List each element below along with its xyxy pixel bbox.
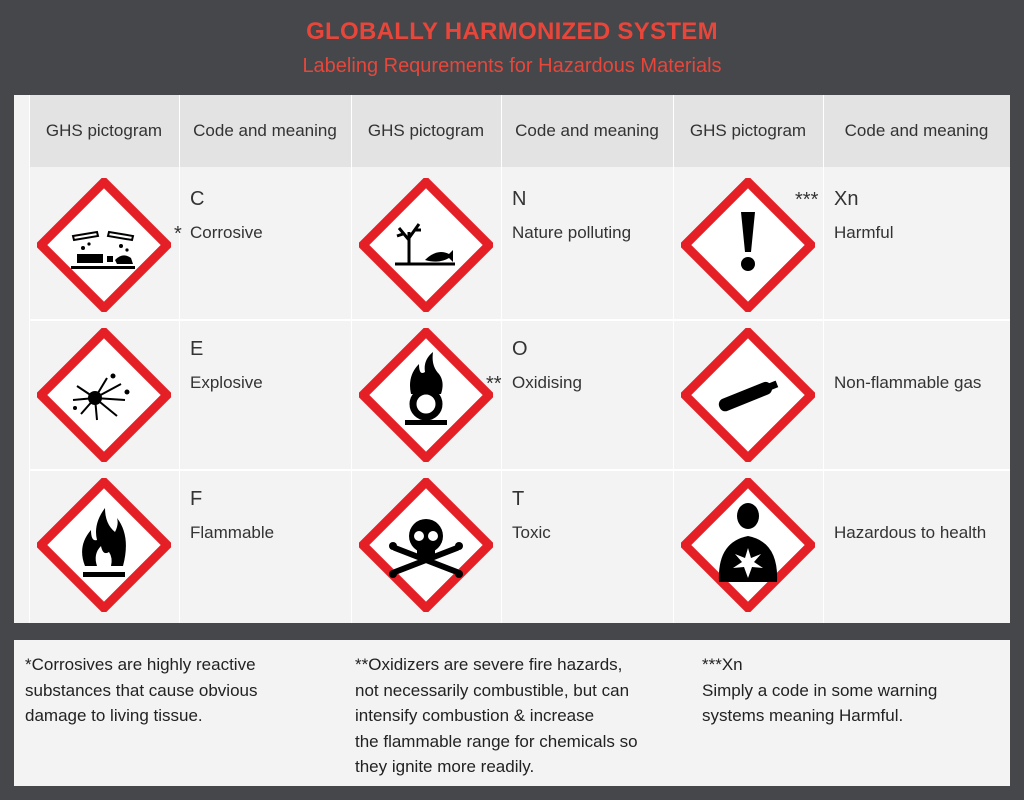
environment-icon bbox=[359, 178, 493, 312]
column-divider bbox=[29, 95, 30, 623]
oxidising-icon bbox=[359, 328, 493, 462]
row-divider bbox=[29, 469, 1010, 471]
column-header: Code and meaning bbox=[515, 121, 659, 140]
column-divider bbox=[823, 95, 824, 623]
footnote-xn: ***Xn Simply a code in some warning systems meaning Harmful. bbox=[702, 655, 938, 725]
column-header: Code and meaning bbox=[844, 121, 989, 140]
column-header: GHS pictogram bbox=[689, 121, 807, 140]
hazard-meaning: Corrosive bbox=[190, 223, 263, 242]
hazard-meaning: Non-flammable gas bbox=[834, 373, 982, 392]
hazard-meaning: Explosive bbox=[190, 373, 263, 392]
row-divider bbox=[29, 319, 1010, 321]
column-divider bbox=[351, 95, 352, 623]
flame-icon bbox=[37, 478, 171, 612]
column-header: GHS pictogram bbox=[367, 121, 485, 140]
column-divider bbox=[179, 95, 180, 623]
hazard-code: F bbox=[190, 488, 203, 510]
skull-crossbones-icon bbox=[359, 478, 493, 612]
footnote-corrosive: *Corrosives are highly reactive substances that cause obvious damage to living tissue. bbox=[25, 655, 258, 725]
table-header-row bbox=[29, 95, 1010, 167]
hazard-meaning: Flammable bbox=[190, 523, 275, 542]
hazard-meaning: Toxic bbox=[512, 523, 551, 542]
column-divider bbox=[501, 95, 502, 623]
column-divider bbox=[673, 95, 674, 623]
hazard-code: N bbox=[512, 188, 527, 210]
hazard-code: O bbox=[512, 338, 528, 360]
corrosive-icon bbox=[37, 178, 171, 312]
hazard-code: C bbox=[190, 188, 205, 210]
footnote-oxidizer: **Oxidizers are severe fire hazards, not necessarily combustible, but can intensify combustion & increase the flammable range for chemicals so they ignite more readily. bbox=[355, 655, 638, 776]
hazard-meaning: Harmful bbox=[834, 223, 894, 242]
hazard-code: Xn bbox=[834, 188, 859, 210]
hazard-meaning: Nature polluting bbox=[512, 223, 632, 242]
page-subtitle: Labeling Requrements for Hazardous Materials bbox=[302, 55, 722, 77]
footnote-marker: * bbox=[174, 223, 182, 245]
health-hazard-icon bbox=[681, 478, 815, 612]
column-header: GHS pictogram bbox=[45, 121, 163, 140]
hazard-meaning: Oxidising bbox=[512, 373, 582, 392]
hazard-meaning: Hazardous to health bbox=[834, 523, 987, 542]
footnote-marker: *** bbox=[795, 189, 819, 211]
hazard-code: T bbox=[512, 488, 525, 510]
explosive-icon bbox=[37, 328, 171, 462]
ghs-table bbox=[14, 95, 1010, 623]
page-title: GLOBALLY HARMONIZED SYSTEM bbox=[306, 18, 718, 45]
footnote-marker: ** bbox=[486, 373, 502, 395]
column-header: Code and meaning bbox=[193, 121, 337, 140]
gas-cylinder-icon bbox=[681, 328, 815, 462]
footnotes-panel bbox=[14, 640, 1010, 786]
hazard-code: E bbox=[190, 338, 204, 360]
